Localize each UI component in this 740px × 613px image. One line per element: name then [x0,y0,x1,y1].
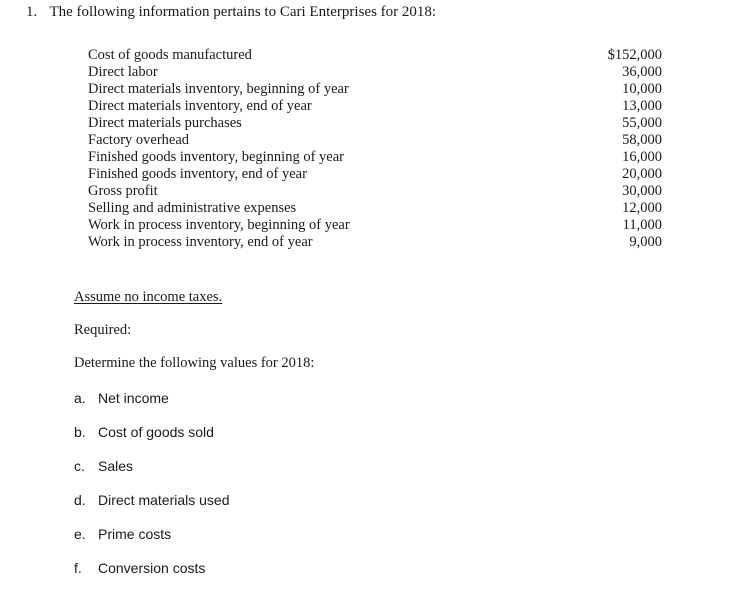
list-item [88,183,668,200]
part-item [74,492,230,526]
item-label: Selling and administrative expenses [88,200,297,216]
list-item [88,217,668,234]
item-label: Work in process inventory, end of year [88,234,313,250]
item-label: Factory overhead [88,132,190,148]
part-text: Conversion costs [98,560,206,576]
item-amount: 13,000 [622,98,662,114]
part-text: Direct materials used [98,492,230,508]
part-item [74,458,230,492]
part-item [74,560,230,594]
list-item [88,47,668,64]
item-amount: $152,000 [607,47,662,63]
list-item [88,149,668,166]
item-amount: 16,000 [622,149,662,165]
part-letter: a. [74,390,86,406]
part-text: Prime costs [98,526,172,542]
item-label: Gross profit [88,183,158,199]
part-text: Cost of goods sold [98,424,214,440]
required-heading: Required: [74,322,132,338]
assumption-note: Assume no income taxes. [74,289,223,305]
question-text: The following information pertains to Cari Enterprises for 2018: [49,4,437,20]
list-item [88,200,668,217]
part-letter: d. [74,492,86,508]
data-list [88,47,668,251]
item-amount: 30,000 [622,183,662,199]
list-item [88,132,668,149]
part-text: Sales [98,458,134,474]
item-amount: 55,000 [622,115,662,131]
list-item [88,115,668,132]
item-amount: 10,000 [622,81,662,97]
question-header [26,4,436,21]
item-label: Finished goods inventory, end of year [88,166,307,182]
part-letter: b. [74,424,86,440]
item-label: Direct materials inventory, end of year [88,98,312,114]
list-item [88,64,668,81]
item-amount: 12,000 [622,200,662,216]
item-amount: 20,000 [622,166,662,182]
part-item [74,526,230,560]
item-amount: 11,000 [622,217,662,233]
item-amount: 36,000 [622,64,662,80]
part-letter: f. [74,560,82,576]
part-letter: e. [74,526,86,542]
part-text: Net income [98,390,169,406]
item-label: Work in process inventory, beginning of year [88,217,350,233]
list-item [88,81,668,98]
item-label: Cost of goods manufactured [88,47,252,63]
question-number: 1. [26,4,38,20]
item-amount: 58,000 [622,132,662,148]
item-label: Direct labor [88,64,158,80]
item-amount: 9,000 [629,234,662,250]
part-letter: c. [74,458,85,474]
item-label: Finished goods inventory, beginning of year [88,149,344,165]
part-item [74,390,230,424]
item-label: Direct materials purchases [88,115,242,131]
part-item [74,424,230,458]
list-item [88,166,668,183]
parts-list [74,390,230,594]
instructions-text: Determine the following values for 2018: [74,355,315,371]
list-item [88,234,668,251]
item-label: Direct materials inventory, beginning of year [88,81,349,97]
list-item [88,98,668,115]
